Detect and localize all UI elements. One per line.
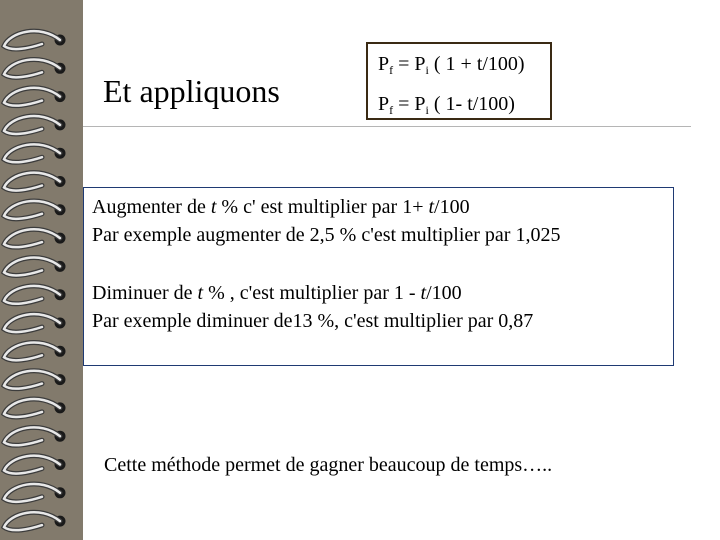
slide-title: Et appliquons (103, 73, 280, 109)
decrease-rule: Diminuer de t % , c'est multiplier par 1 - t/100 (92, 282, 462, 304)
spiral-ring (4, 258, 66, 276)
divider-line (83, 126, 691, 127)
spiral-ring (4, 229, 66, 247)
spiral-ring (4, 31, 66, 49)
increase-example: Par exemple augmenter de 2,5 % c'est multiplier par 1,025 (92, 224, 561, 246)
spiral-ring (4, 286, 66, 304)
spiral-ring (4, 342, 66, 360)
formula-decrease: $P_f = P_i$ ( 1- t/100) (378, 93, 515, 117)
spiral-ring (4, 88, 66, 106)
decrease-example: Par exemple diminuer de13 %, c'est multiplier par 0,87 (92, 310, 534, 332)
spiral-ring (4, 116, 66, 134)
spiral-ring (4, 371, 66, 389)
spiral-ring (4, 173, 66, 191)
spiral-ring (4, 456, 66, 474)
spiral-ring (4, 201, 66, 219)
spiral-ring (4, 427, 66, 445)
formula-box (366, 42, 552, 120)
spiral-binding (0, 0, 83, 540)
spiral-ring (4, 399, 66, 417)
spiral-ring (4, 59, 66, 77)
formula-increase: $P_f = P_i$ ( 1 + t/100) (378, 53, 525, 77)
spiral-ring (4, 484, 66, 502)
spiral-ring (4, 512, 66, 530)
increase-rule: Augmenter de t % c' est multiplier par 1+ t/100 (92, 196, 470, 218)
rules-box (83, 187, 674, 366)
spiral-ring (4, 314, 66, 332)
spiral-ring (4, 144, 66, 162)
conclusion-text: Cette méthode permet de gagner beaucoup de temps….. (104, 454, 553, 476)
